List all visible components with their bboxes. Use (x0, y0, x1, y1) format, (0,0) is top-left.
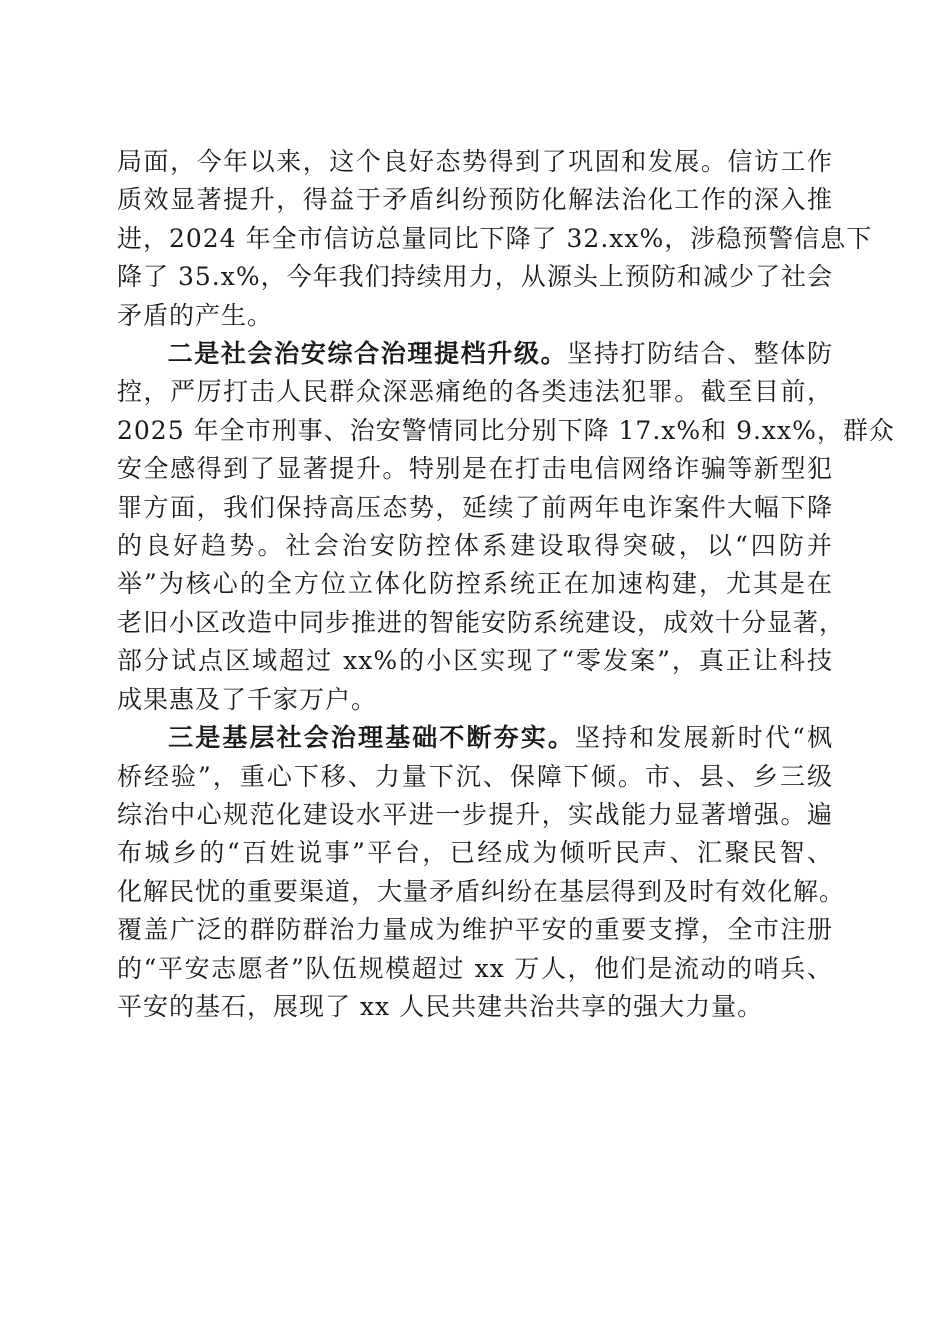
text-line: 进，2024 年全市信访总量同比下降了 32.xx%，涉稳预警信息下 (117, 223, 873, 253)
text-segment: 坚持和发展新时代“枫 (575, 723, 833, 753)
text-line: 举”为核心的全方位立体化防控系统正在加速构建，尤其是在 (117, 569, 833, 599)
text-line: 综治中心规范化建设水平进一步提升，实战能力显著增强。遍 (117, 799, 833, 829)
text-line: 降了 35.x%，今年我们持续用力，从源头上预防和减少了社会 (117, 262, 833, 292)
paragraph-2 (117, 335, 895, 719)
text-line: 平安的基石，展现了 xx 人民共建共治共享的强大力量。 (117, 991, 764, 1021)
text-line: 控，严厉打击人民群众深恶痛绝的各类违法犯罪。截至目前， (117, 377, 833, 407)
text-line: 的“平安志愿者”队伍规模超过 xx 万人，他们是流动的哨兵、 (117, 953, 833, 983)
text-line: 矛盾的产生。 (117, 300, 274, 330)
text-segment: 坚持打防结合、整体防 (567, 339, 833, 369)
text-line: 2025 年全市刑事、治安警情同比分别下降 17.x%和 9.xx%，群众 (117, 415, 895, 445)
text-line-first (117, 719, 833, 757)
paragraph-lead-heading: 三是基层社会治理基础不断夯实。 (167, 723, 576, 753)
text-line-first (117, 335, 833, 373)
text-line: 安全感得到了显著提升。特别是在打击电信网络诈骗等新型犯 (117, 454, 833, 484)
text-line: 老旧小区改造中同步推进的智能安防系统建设，成效十分显著， (117, 607, 846, 637)
text-line: 部分试点区域超过 xx%的小区实现了“零发案”，真正让科技 (117, 646, 833, 676)
paragraph-3 (117, 719, 846, 1026)
text-line: 的良好趋势。社会治安防控体系建设取得突破，以“四防并 (117, 531, 833, 561)
text-line: 桥经验”，重心下移、力量下沉、保障下倾。市、县、乡三级 (117, 761, 833, 791)
paragraph-lead-heading: 二是社会治安综合治理提档升级。 (167, 339, 568, 369)
text-line: 局面，今年以来，这个良好态势得到了巩固和发展。信访工作 (117, 147, 833, 176)
text-line: 罪方面，我们保持高压态势，延续了前两年电诈案件大幅下降 (117, 492, 833, 522)
text-line: 化解民忧的重要渠道，大量矛盾纠纷在基层得到及时有效化解。 (117, 876, 846, 906)
paragraph-1 (117, 143, 873, 335)
text-line: 质效显著提升，得益于矛盾纠纷预防化解法治化工作的深入推 (117, 185, 833, 215)
text-line: 成果惠及了千家万户。 (117, 684, 378, 714)
text-line: 覆盖广泛的群防群治力量成为维护平安的重要支撑，全市注册 (117, 915, 833, 945)
text-line: 布城乡的“百姓说事”平台，已经成为倾听民声、汇聚民智、 (117, 838, 833, 868)
document-body (117, 143, 895, 1026)
